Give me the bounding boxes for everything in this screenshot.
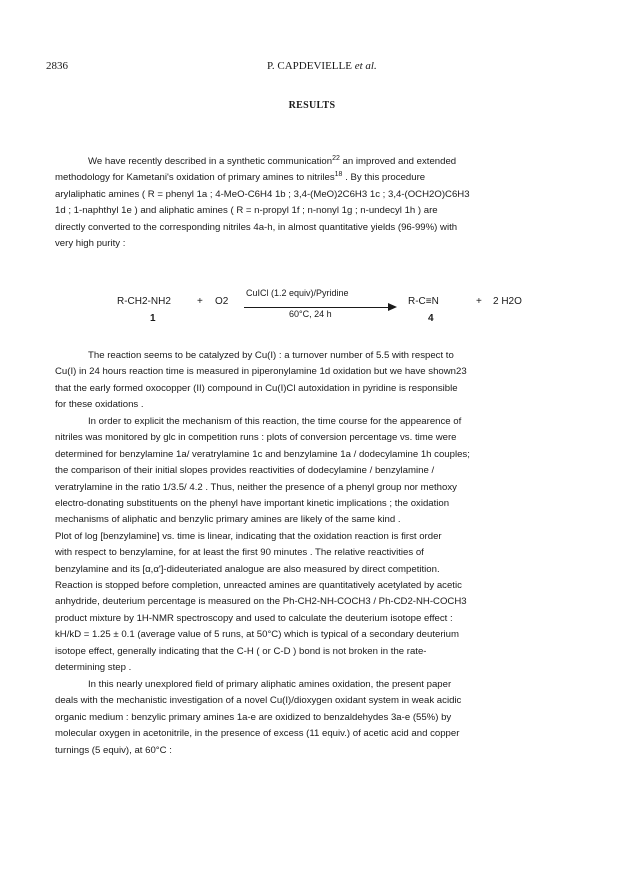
byproduct-formula: 2 H2O [493, 296, 522, 307]
reaction-conditions-top: CuICl (1.2 equiv)/Pyridine [246, 288, 349, 298]
text-line: nitriles was monitored by glc in competition runs : plots of conversion percentage vs. time were [55, 432, 457, 444]
reaction-conditions-bottom: 60°C, 24 h [289, 309, 332, 319]
text-line: In this nearly unexplored field of primary aliphatic amines oxidation, the present paper [88, 679, 452, 690]
text-line: anhydride, deuterium percentage is measured on the Ph-CH2-NH-COCH3 / Ph-CD2-NH-COCH3 [55, 596, 467, 608]
text-line: for these oxidations . [55, 399, 144, 411]
reaction-arrow [244, 307, 392, 308]
reactant-label: 1 [150, 313, 156, 324]
plus-sign: + [197, 296, 203, 307]
citation-ref: 22 [332, 154, 340, 162]
product-formula: R-C≡N [408, 296, 439, 307]
reactant-formula: R-CH2-NH2 [117, 296, 171, 307]
text-line: directly converted to the corresponding nitriles 4a-h, in almost quantitative yields (96-99%) with [55, 221, 458, 233]
header-author: P. CAPDEVIELLE [267, 60, 352, 72]
text-line: the comparison of their initial slopes provides reactivities of dodecylamine / benzylamine / [55, 465, 435, 477]
section-title: RESULTS [288, 100, 336, 111]
text-line: kH/kD = 1.25 ± 0.1 (average value of 5 runs, at 50°C) which is typical of a secondary deuterium [55, 629, 459, 641]
paragraph-1 [55, 154, 585, 252]
plus-sign: + [476, 296, 482, 307]
text-line: 1d ; 1-naphthyl 1e ) and aliphatic amines ( R = n-propyl 1f ; n-nonyl 1g ; n-undecyl 1h ) are [55, 205, 438, 217]
paragraph-3 [55, 414, 585, 677]
text-line: turnings (5 equiv), at 60°C : [55, 744, 172, 756]
text-line: that the early formed oxocopper (II) compound in Cu(I)Cl autoxidation in pyridine is responsible [55, 382, 458, 394]
paragraph-4 [55, 677, 585, 759]
product-label: 4 [428, 313, 434, 324]
reaction-arrow-head [388, 303, 397, 311]
page-number: 2836 [46, 60, 68, 72]
citation-ref: 18 [334, 171, 343, 179]
text-line: very high purity : [55, 238, 126, 250]
text-line: isotope effect, generally indicating that the C-H ( or C-D ) bond is not broken in the rate- [55, 645, 427, 657]
oxidant-formula: O2 [215, 296, 229, 307]
running-header [267, 60, 377, 72]
text-line: In order to explicit the mechanism of this reaction, the time course for the appearence of [88, 416, 462, 427]
text-line: benzylamine and its [α,α']-dideuteriated analogue are also measured by direct competition. [55, 563, 440, 575]
text-line: We have recently described in a synthetic communication$^{22}$ an improved and extended [88, 154, 457, 167]
text-line: with respect to benzylamine, for at least the first 90 minutes . The relative reactivities of [55, 547, 424, 559]
text-line: Cu(I) in 24 hours reaction time is measured in piperonylamine 1d oxidation but we have shown23 [55, 366, 467, 378]
text-line: The reaction seems to be catalyzed by Cu(I) : a turnover number of 5.5 with respect to [88, 350, 454, 361]
text-line: product mixture by 1H-NMR spectroscopy and used to calculate the deuterium isotope effect : [55, 612, 453, 624]
text-line: determining step . [55, 662, 132, 674]
text-line: mechanisms of aliphatic and benzylic primary amines are likely of the same kind . [55, 514, 401, 526]
text-line: molecular oxygen in acetonitrile, in the presence of excess (11 equiv.) of acetic acid and copper [55, 728, 460, 740]
text-line: deals with the mechanistic investigation of a novel Cu(I)/dioxygen oxidant system in weak acidic [55, 695, 462, 707]
text-line: organic medium : benzylic primary amines 1a-e are oxidized to benzaldehydes 3a-e (55%) by [55, 711, 452, 723]
text-line: determined for benzylamine 1a/ veratrylamine 1c and benzylamine 1a / dodecylamine 1h couples; [55, 448, 470, 460]
paragraph-2 [55, 348, 585, 414]
header-author-suffix: et al. [354, 60, 377, 72]
text-line: electro-donating substituents on the phenyl have important kinetic implications ; the oxidation [55, 498, 450, 510]
text-line: Plot of log [benzylamine] vs. time is linear, indicating that the oxidation reaction is first order [55, 530, 442, 542]
text-line: Reaction is stopped before completion, unreacted amines are quantitatively acetylated by acetic [55, 580, 462, 592]
text-line: methodology for Kametani's oxidation of primary amines to nitriles$^{18}$ . By this procedure [55, 171, 426, 184]
text-line: arylaliphatic amines ( R = phenyl 1a ; 4-MeO-C6H4 1b ; 3,4-(MeO)2C6H3 1c ; 3,4-(OCH2O)C6H3 [55, 188, 470, 200]
text-line: veratrylamine in the ratio 1/3.5/ 4.2 . Thus, neither the presence of a phenyl group nor methoxy [55, 481, 457, 493]
